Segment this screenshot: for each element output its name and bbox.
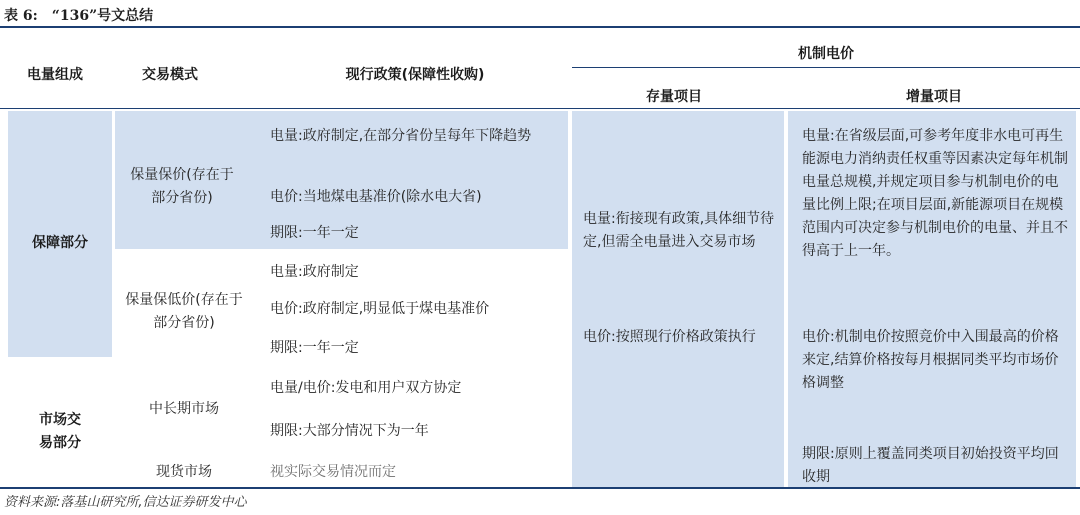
market-row1-volume-price: 电量/电价:发电和用户双方协定	[270, 380, 462, 396]
new-project-price: 电价:机制电价按照竞价中入围最高的价格来定,结算价格按每月根据同类平均市场价格调整	[802, 329, 1059, 391]
new-project-volume: 电量:在省级层面,可参考年度非水电可再生能源电力消纳责任权重等因素决定每年机制电量总规模,并规定项目参与机制电价的电量比例上限;在项目层面,新能源项目在规模范围内可决定参与机制电价的电量、并且不得高于上一年。	[802, 128, 1068, 259]
header-existing-project: 存量项目	[646, 89, 702, 105]
market-row2-policy: 视实际交易情况而定	[270, 464, 396, 480]
guarantee-row2-term: 期限:一年一定	[270, 340, 359, 356]
market-row1-mode: 中长期市场	[149, 401, 219, 417]
header-new-project: 增量项目	[906, 89, 962, 105]
guarantee-row2-mode: 保量保低价(存在于部分省份)	[125, 292, 243, 331]
top-rule	[0, 26, 1080, 28]
table-caption: “136”号文总结	[51, 8, 154, 24]
guarantee-row1-mode: 保量保价(存在于部分省份)	[130, 167, 234, 206]
market-row1-term: 期限:大部分情况下为一年	[270, 423, 429, 439]
existing-project-bg	[572, 111, 784, 487]
table-number: 表 6:	[4, 8, 38, 24]
market-row2-mode: 现货市场	[156, 464, 212, 480]
guarantee-row1-price: 电价:当地煤电基准价(除水电大省)	[270, 189, 482, 205]
guarantee-label: 保障部分	[32, 235, 88, 251]
header-trade-mode: 交易模式	[142, 67, 198, 83]
table-title	[4, 5, 153, 25]
header-policy: 现行政策(保障性收购)	[345, 67, 485, 83]
existing-project-volume: 电量:衔接现有政策,具体细节待定,但需全电量进入交易市场	[583, 211, 775, 250]
header-bottom-rule	[0, 108, 1080, 109]
header-component: 电量组成	[27, 67, 83, 83]
new-project-term: 期限:原则上覆盖同类项目初始投资平均回收期	[802, 446, 1059, 485]
source-note: 资料来源:落基山研究所,信达证券研发中心	[4, 495, 247, 510]
guarantee-row2-price: 电价:政府制定,明显低于煤电基准价	[270, 301, 490, 317]
guarantee-row1-term: 期限:一年一定	[270, 225, 359, 241]
guarantee-row2-volume: 电量:政府制定	[270, 264, 359, 280]
guarantee-row1-volume: 电量:政府制定,在部分省份呈每年下降趋势	[270, 128, 532, 144]
market-label: 市场交易部分	[39, 412, 81, 451]
header-divider	[572, 67, 1080, 68]
bottom-rule	[0, 487, 1080, 489]
header-mechanism-price: 机制电价	[798, 46, 854, 62]
existing-project-price: 电价:按照现行价格政策执行	[583, 329, 756, 345]
